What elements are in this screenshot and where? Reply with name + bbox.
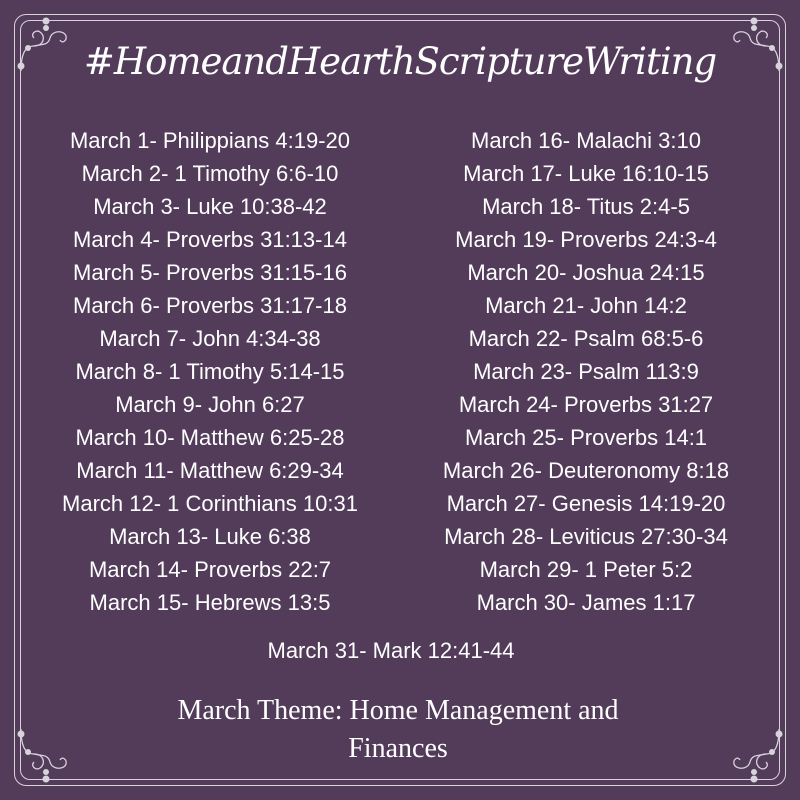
reading-entry: March 18- Titus 2:4-5 [482,194,690,219]
reading-entry: March 10- Matthew 6:25-28 [75,425,345,450]
theme-line-2: Finances [348,733,448,764]
reading-list-right [386,124,786,619]
reading-entry: March 7- John 4:34-38 [99,326,321,351]
reading-entry: March 3- Luke 10:38-42 [93,194,327,219]
reading-entry: March 24- Proverbs 31:27 [458,392,714,417]
theme-line-1: March Theme: Home Management and [177,695,619,726]
reading-entry: March 2- 1 Timothy 6:6-10 [81,161,339,186]
reading-entry-march-31: March 31- Mark 12:41-44 [267,638,515,663]
reading-entry: March 23- Psalm 113:9 [473,359,699,384]
month-theme [0,692,796,768]
reading-entry: March 29- 1 Peter 5:2 [479,557,693,582]
reading-list-left [10,124,410,619]
reading-entry: March 13- Luke 6:38 [109,524,311,549]
reading-entry: March 25- Proverbs 14:1 [464,425,708,450]
reading-entry: March 5- Proverbs 31:15-16 [73,260,347,285]
reading-entry: March 12- 1 Corinthians 10:31 [62,491,358,516]
reading-entry: March 26- Deuteronomy 8:18 [442,458,730,483]
reading-entry: March 1- Philippians 4:19-20 [69,128,351,153]
reading-entry: March 9- John 6:27 [115,392,305,417]
reading-entry: March 28- Leviticus 27:30-34 [444,524,728,549]
hashtag-title: #HomeandHearthScriptureWriting [83,40,717,83]
reading-entry: March 27- Genesis 14:19-20 [446,491,726,516]
reading-entry: March 30- James 1:17 [476,590,696,615]
reading-entry: March 20- Joshua 24:15 [467,260,705,285]
reading-entry: March 6- Proverbs 31:17-18 [73,293,347,318]
reading-entry: March 4- Proverbs 31:13-14 [73,227,347,252]
reading-entry: March 8- 1 Timothy 5:14-15 [75,359,345,384]
reading-entry: March 14- Proverbs 22:7 [88,557,332,582]
reading-entry: March 16- Malachi 3:10 [471,128,701,153]
reading-entry: March 17- Luke 16:10-15 [463,161,709,186]
reading-entry: March 22- Psalm 68:5-6 [468,326,704,351]
reading-entry: March 15- Hebrews 13:5 [89,590,331,615]
reading-entry: March 19- Proverbs 24:3-4 [455,227,717,252]
reading-entry: March 21- John 14:2 [485,293,687,318]
reading-entry: March 11- Matthew 6:29-34 [76,458,344,483]
